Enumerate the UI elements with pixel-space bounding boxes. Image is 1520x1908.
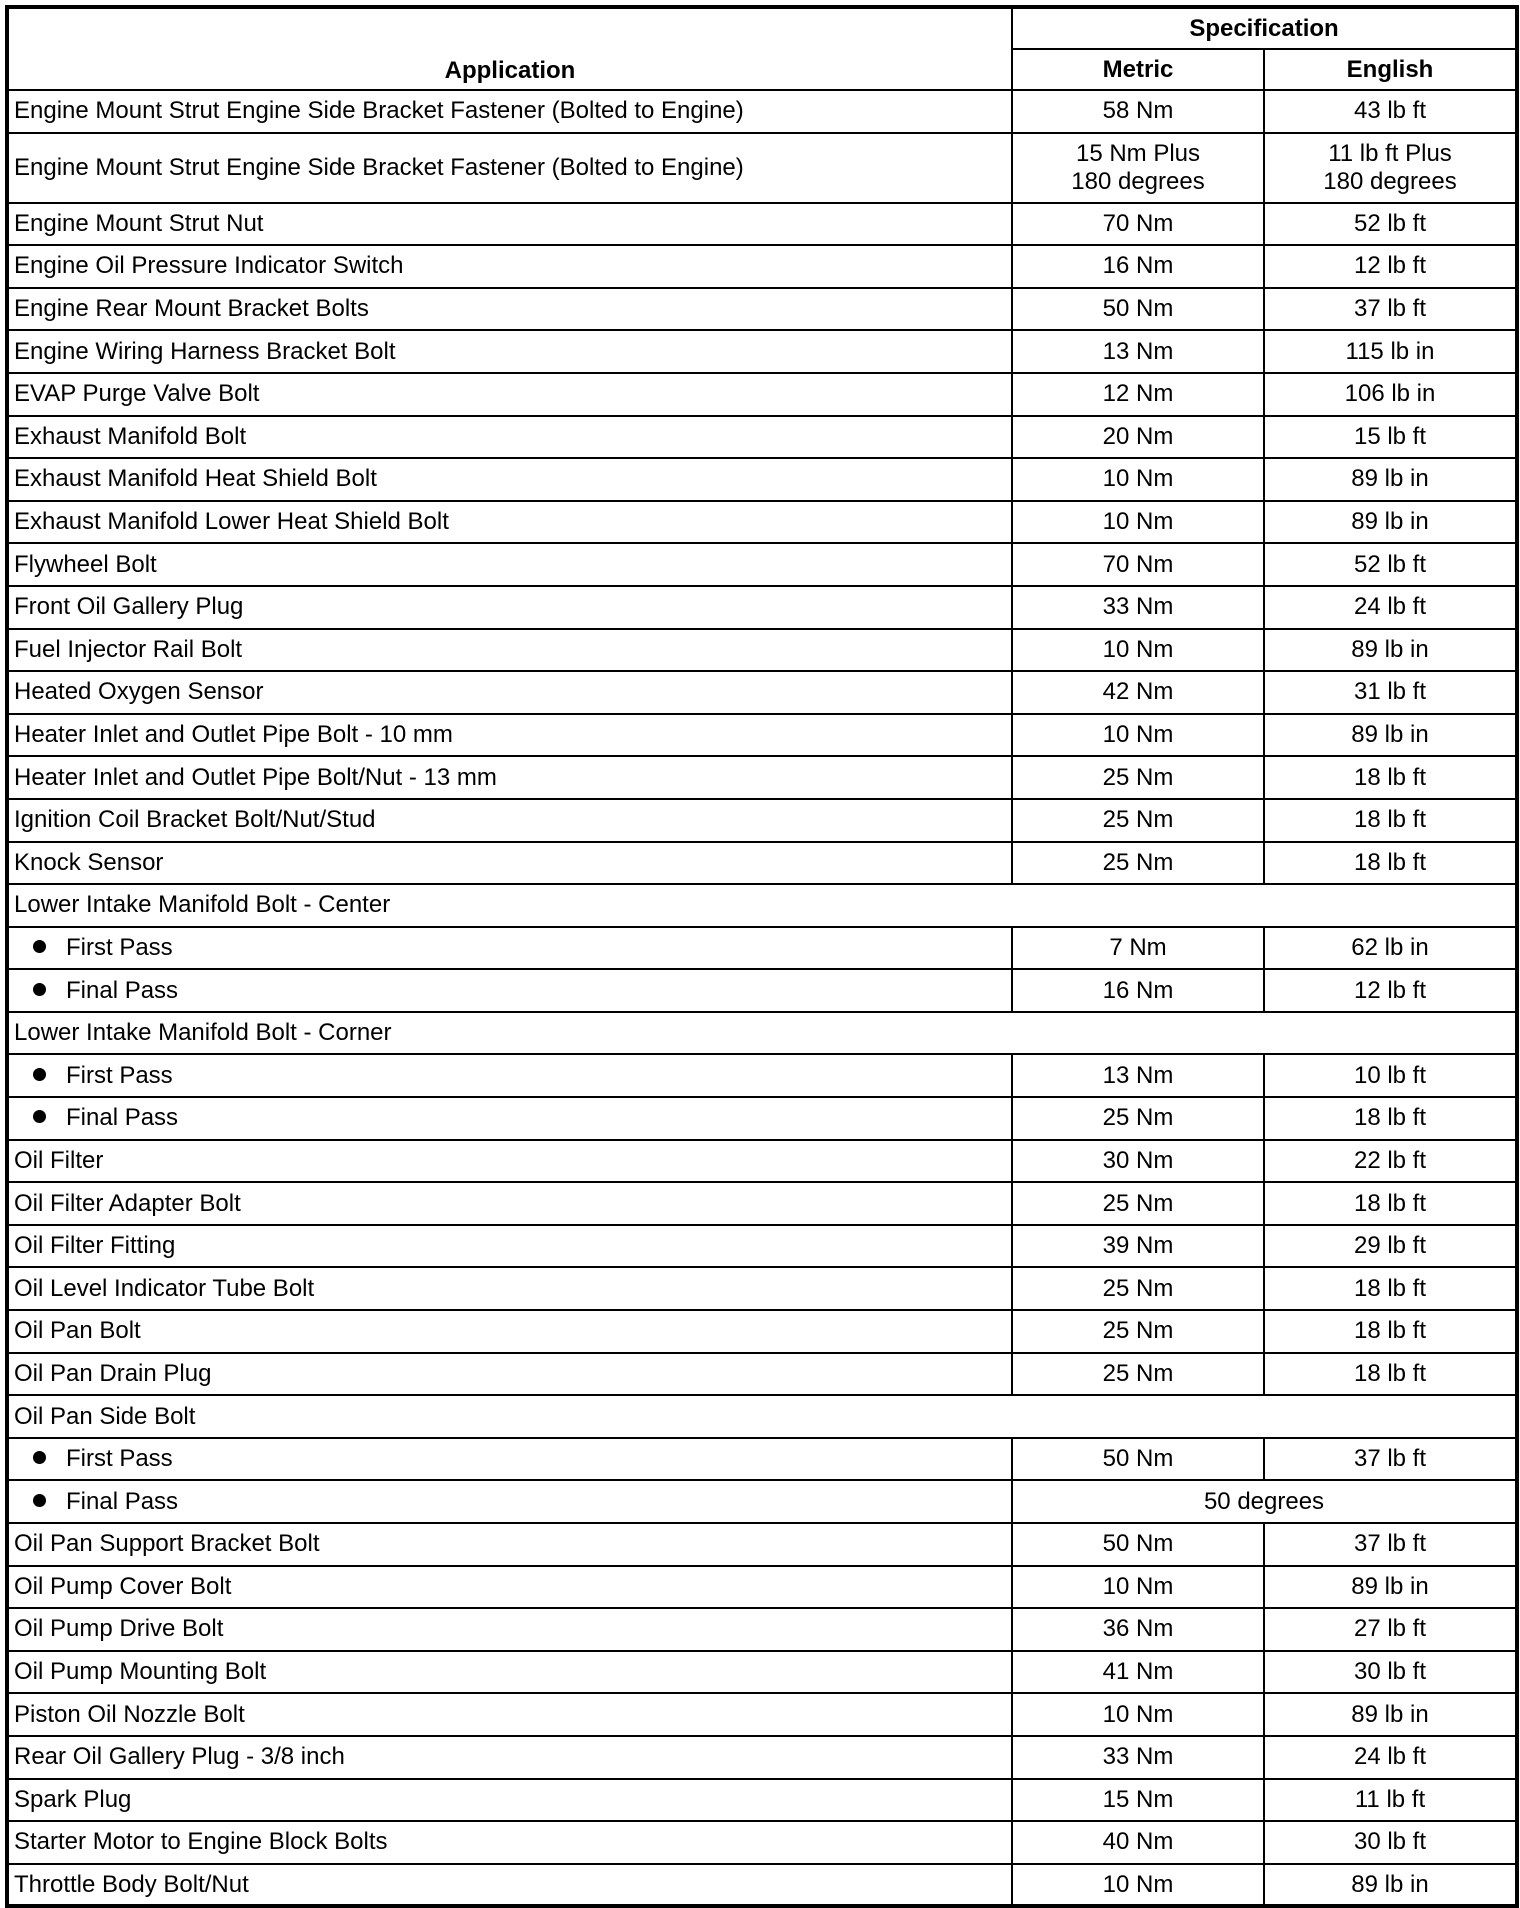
english-cell: 22 lb ft bbox=[1264, 1140, 1517, 1183]
metric-cell: 25 Nm bbox=[1012, 1267, 1264, 1310]
bullet-icon bbox=[33, 1110, 46, 1123]
metric-cell: 13 Nm bbox=[1012, 1054, 1264, 1097]
application-cell: Oil Pan Drain Plug bbox=[7, 1353, 1012, 1396]
column-header-specification: Specification bbox=[1012, 7, 1517, 49]
english-cell: 18 lb ft bbox=[1264, 1097, 1517, 1140]
bullet-application-cell bbox=[7, 1097, 1012, 1140]
application-cell: Engine Oil Pressure Indicator Switch bbox=[7, 245, 1012, 288]
specification-span-cell: 50 degrees bbox=[1012, 1480, 1517, 1523]
metric-cell: 42 Nm bbox=[1012, 671, 1264, 714]
application-cell: Knock Sensor bbox=[7, 842, 1012, 885]
table-row bbox=[7, 586, 1517, 629]
english-cell: 52 lb ft bbox=[1264, 543, 1517, 586]
application-cell: Starter Motor to Engine Block Bolts bbox=[7, 1821, 1012, 1864]
column-header-metric: Metric bbox=[1012, 49, 1264, 90]
table-row bbox=[7, 799, 1517, 842]
english-cell: 12 lb ft bbox=[1264, 245, 1517, 288]
table-row bbox=[7, 1225, 1517, 1268]
metric-cell: 10 Nm bbox=[1012, 1566, 1264, 1609]
table-body bbox=[7, 90, 1517, 1906]
english-cell: 18 lb ft bbox=[1264, 1310, 1517, 1353]
english-cell: 106 lb in bbox=[1264, 373, 1517, 416]
application-cell: Exhaust Manifold Bolt bbox=[7, 416, 1012, 459]
application-cell: Oil Filter Adapter Bolt bbox=[7, 1182, 1012, 1225]
header-row-top bbox=[7, 7, 1517, 49]
metric-cell: 10 Nm bbox=[1012, 501, 1264, 544]
table-row bbox=[7, 1566, 1517, 1609]
application-cell: Engine Wiring Harness Bracket Bolt bbox=[7, 330, 1012, 373]
table-row bbox=[7, 1438, 1517, 1481]
application-cell: Oil Pump Drive Bolt bbox=[7, 1608, 1012, 1651]
english-cell: 89 lb in bbox=[1264, 501, 1517, 544]
metric-cell: 50 Nm bbox=[1012, 1438, 1264, 1481]
application-cell: Engine Mount Strut Engine Side Bracket Fastener (Bolted to Engine) bbox=[7, 90, 1012, 133]
table-row bbox=[7, 501, 1517, 544]
metric-cell: 13 Nm bbox=[1012, 330, 1264, 373]
table-row bbox=[7, 373, 1517, 416]
english-cell: 18 lb ft bbox=[1264, 842, 1517, 885]
metric-cell: 10 Nm bbox=[1012, 714, 1264, 757]
table-row bbox=[7, 1353, 1517, 1396]
table-row bbox=[7, 927, 1517, 970]
table-row bbox=[7, 1864, 1517, 1907]
table-row bbox=[7, 1395, 1517, 1438]
application-cell: Oil Filter Fitting bbox=[7, 1225, 1012, 1268]
english-cell: 37 lb ft bbox=[1264, 1438, 1517, 1481]
metric-cell: 25 Nm bbox=[1012, 1182, 1264, 1225]
group-heading-cell: Oil Pan Side Bolt bbox=[7, 1395, 1517, 1438]
metric-cell: 70 Nm bbox=[1012, 543, 1264, 586]
english-cell: 37 lb ft bbox=[1264, 1523, 1517, 1566]
table-row bbox=[7, 133, 1517, 203]
table-row bbox=[7, 203, 1517, 246]
metric-cell: 58 Nm bbox=[1012, 90, 1264, 133]
table-row bbox=[7, 842, 1517, 885]
table-row bbox=[7, 756, 1517, 799]
column-header-application: Application bbox=[7, 7, 1012, 90]
english-cell: 11 lb ft bbox=[1264, 1779, 1517, 1822]
bullet-label: First Pass bbox=[66, 1445, 173, 1473]
application-cell: Oil Pan Bolt bbox=[7, 1310, 1012, 1353]
english-cell: 30 lb ft bbox=[1264, 1651, 1517, 1694]
application-cell: Piston Oil Nozzle Bolt bbox=[7, 1693, 1012, 1736]
bullet-application-cell bbox=[7, 969, 1012, 1012]
bullet-label: First Pass bbox=[66, 933, 173, 961]
table-row bbox=[7, 714, 1517, 757]
application-cell: Oil Pan Support Bracket Bolt bbox=[7, 1523, 1012, 1566]
english-cell: 29 lb ft bbox=[1264, 1225, 1517, 1268]
application-cell: Rear Oil Gallery Plug - 3/8 inch bbox=[7, 1736, 1012, 1779]
table-row bbox=[7, 1651, 1517, 1694]
application-cell: Exhaust Manifold Heat Shield Bolt bbox=[7, 458, 1012, 501]
metric-cell: 25 Nm bbox=[1012, 1353, 1264, 1396]
english-cell: 30 lb ft bbox=[1264, 1821, 1517, 1864]
application-cell: Throttle Body Bolt/Nut bbox=[7, 1864, 1012, 1907]
application-cell: Engine Mount Strut Nut bbox=[7, 203, 1012, 246]
table-row bbox=[7, 543, 1517, 586]
metric-cell: 16 Nm bbox=[1012, 969, 1264, 1012]
application-cell: Oil Pump Mounting Bolt bbox=[7, 1651, 1012, 1694]
metric-cell: 10 Nm bbox=[1012, 1693, 1264, 1736]
metric-cell: 33 Nm bbox=[1012, 1736, 1264, 1779]
table-row bbox=[7, 884, 1517, 927]
metric-cell: 40 Nm bbox=[1012, 1821, 1264, 1864]
english-cell: 24 lb ft bbox=[1264, 1736, 1517, 1779]
metric-cell: 25 Nm bbox=[1012, 842, 1264, 885]
metric-cell: 12 Nm bbox=[1012, 373, 1264, 416]
table-row bbox=[7, 671, 1517, 714]
metric-cell: 41 Nm bbox=[1012, 1651, 1264, 1694]
english-cell: 89 lb in bbox=[1264, 458, 1517, 501]
table-row bbox=[7, 1693, 1517, 1736]
metric-cell: 50 Nm bbox=[1012, 288, 1264, 331]
table-row bbox=[7, 629, 1517, 672]
english-cell: 89 lb in bbox=[1264, 629, 1517, 672]
metric-value-line: 180 degrees bbox=[1071, 167, 1205, 195]
metric-cell: 25 Nm bbox=[1012, 799, 1264, 842]
bullet-label: Final Pass bbox=[66, 1104, 179, 1132]
english-value-line: 11 lb ft Plus bbox=[1328, 139, 1452, 167]
application-cell: Oil Pump Cover Bolt bbox=[7, 1566, 1012, 1609]
application-cell: Fuel Injector Rail Bolt bbox=[7, 629, 1012, 672]
bullet-application-cell bbox=[7, 1438, 1012, 1481]
metric-value-line: 15 Nm Plus bbox=[1075, 139, 1201, 167]
metric-cell: 10 Nm bbox=[1012, 1864, 1264, 1907]
bullet-icon bbox=[33, 1494, 46, 1507]
table-row bbox=[7, 1821, 1517, 1864]
english-cell: 18 lb ft bbox=[1264, 799, 1517, 842]
metric-cell: 25 Nm bbox=[1012, 756, 1264, 799]
bullet-icon bbox=[33, 940, 46, 953]
column-header-english: English bbox=[1264, 49, 1517, 90]
application-cell: Engine Rear Mount Bracket Bolts bbox=[7, 288, 1012, 331]
metric-cell: 36 Nm bbox=[1012, 1608, 1264, 1651]
english-cell: 18 lb ft bbox=[1264, 1353, 1517, 1396]
metric-cell: 25 Nm bbox=[1012, 1097, 1264, 1140]
application-cell: Spark Plug bbox=[7, 1779, 1012, 1822]
english-cell: 24 lb ft bbox=[1264, 586, 1517, 629]
bullet-application-cell bbox=[7, 1054, 1012, 1097]
application-cell: Flywheel Bolt bbox=[7, 543, 1012, 586]
application-cell: Engine Mount Strut Engine Side Bracket Fastener (Bolted to Engine) bbox=[7, 133, 1012, 203]
torque-spec-table bbox=[5, 5, 1519, 1908]
metric-cell: 10 Nm bbox=[1012, 629, 1264, 672]
english-cell: 12 lb ft bbox=[1264, 969, 1517, 1012]
bullet-application-cell bbox=[7, 1480, 1012, 1523]
english-cell: 15 lb ft bbox=[1264, 416, 1517, 459]
metric-cell: 39 Nm bbox=[1012, 1225, 1264, 1268]
application-cell: Heater Inlet and Outlet Pipe Bolt - 10 mm bbox=[7, 714, 1012, 757]
english-cell: 18 lb ft bbox=[1264, 1182, 1517, 1225]
bullet-label: First Pass bbox=[66, 1061, 173, 1089]
metric-cell: 7 Nm bbox=[1012, 927, 1264, 970]
table-row bbox=[7, 1480, 1517, 1523]
bullet-icon bbox=[33, 983, 46, 996]
bullet-icon bbox=[33, 1068, 46, 1081]
metric-cell: 30 Nm bbox=[1012, 1140, 1264, 1183]
english-cell: 89 lb in bbox=[1264, 1864, 1517, 1907]
table-row bbox=[7, 90, 1517, 133]
metric-cell: 10 Nm bbox=[1012, 458, 1264, 501]
bullet-application-cell bbox=[7, 927, 1012, 970]
english-cell: 62 lb in bbox=[1264, 927, 1517, 970]
english-cell: 89 lb in bbox=[1264, 1566, 1517, 1609]
metric-cell: 20 Nm bbox=[1012, 416, 1264, 459]
metric-cell: 70 Nm bbox=[1012, 203, 1264, 246]
english-cell bbox=[1264, 133, 1517, 203]
table-row bbox=[7, 1182, 1517, 1225]
english-cell: 10 lb ft bbox=[1264, 1054, 1517, 1097]
table-row bbox=[7, 1608, 1517, 1651]
metric-cell: 33 Nm bbox=[1012, 586, 1264, 629]
english-value-line: 180 degrees bbox=[1323, 167, 1457, 195]
application-cell: Heater Inlet and Outlet Pipe Bolt/Nut - 13 mm bbox=[7, 756, 1012, 799]
table-row bbox=[7, 1779, 1517, 1822]
english-cell: 89 lb in bbox=[1264, 714, 1517, 757]
application-cell: Ignition Coil Bracket Bolt/Nut/Stud bbox=[7, 799, 1012, 842]
bullet-label: Final Pass bbox=[66, 1487, 179, 1515]
table-row bbox=[7, 330, 1517, 373]
table-row bbox=[7, 1310, 1517, 1353]
metric-cell: 25 Nm bbox=[1012, 1310, 1264, 1353]
table-row bbox=[7, 1012, 1517, 1055]
table-row bbox=[7, 288, 1517, 331]
group-heading-cell: Lower Intake Manifold Bolt - Center bbox=[7, 884, 1517, 927]
english-cell: 37 lb ft bbox=[1264, 288, 1517, 331]
application-cell: Oil Filter bbox=[7, 1140, 1012, 1183]
table-row bbox=[7, 458, 1517, 501]
english-cell: 115 lb in bbox=[1264, 330, 1517, 373]
table-row bbox=[7, 1097, 1517, 1140]
metric-cell: 15 Nm bbox=[1012, 1779, 1264, 1822]
application-cell: Heated Oxygen Sensor bbox=[7, 671, 1012, 714]
table-row bbox=[7, 1054, 1517, 1097]
table-header bbox=[7, 7, 1517, 90]
english-cell: 18 lb ft bbox=[1264, 756, 1517, 799]
english-cell: 18 lb ft bbox=[1264, 1267, 1517, 1310]
english-cell: 27 lb ft bbox=[1264, 1608, 1517, 1651]
english-cell: 43 lb ft bbox=[1264, 90, 1517, 133]
group-heading-cell: Lower Intake Manifold Bolt - Corner bbox=[7, 1012, 1517, 1055]
table-row bbox=[7, 1736, 1517, 1779]
table-row bbox=[7, 969, 1517, 1012]
english-cell: 31 lb ft bbox=[1264, 671, 1517, 714]
table-row bbox=[7, 245, 1517, 288]
metric-cell bbox=[1012, 133, 1264, 203]
table-row bbox=[7, 1523, 1517, 1566]
torque-spec-table-container bbox=[5, 5, 1519, 1908]
english-cell: 52 lb ft bbox=[1264, 203, 1517, 246]
metric-cell: 50 Nm bbox=[1012, 1523, 1264, 1566]
application-cell: EVAP Purge Valve Bolt bbox=[7, 373, 1012, 416]
metric-cell: 16 Nm bbox=[1012, 245, 1264, 288]
application-cell: Oil Level Indicator Tube Bolt bbox=[7, 1267, 1012, 1310]
bullet-label: Final Pass bbox=[66, 976, 179, 1004]
table-row bbox=[7, 1267, 1517, 1310]
application-cell: Exhaust Manifold Lower Heat Shield Bolt bbox=[7, 501, 1012, 544]
english-cell: 89 lb in bbox=[1264, 1693, 1517, 1736]
table-row bbox=[7, 1140, 1517, 1183]
bullet-icon bbox=[33, 1451, 46, 1464]
application-cell: Front Oil Gallery Plug bbox=[7, 586, 1012, 629]
table-row bbox=[7, 416, 1517, 459]
